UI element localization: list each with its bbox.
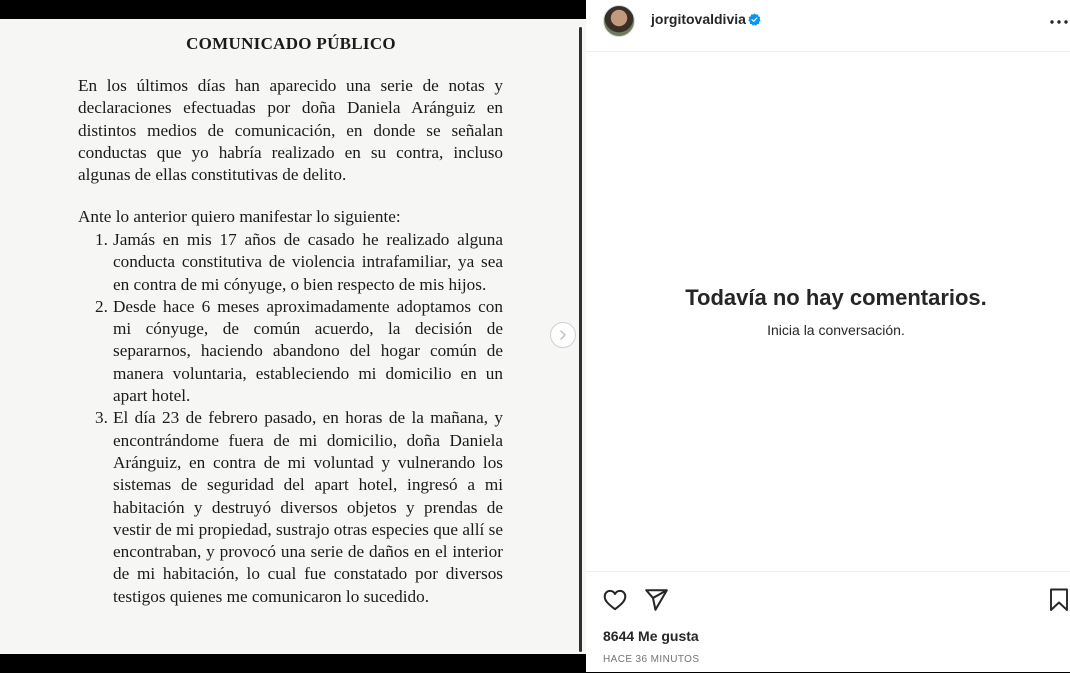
comments-panel [586,0,1070,672]
document-lead: Ante lo anterior quiero manifestar lo siguiente: [78,207,401,226]
document-list-item [95,407,503,608]
list-item-text: Jamás en mis 17 años de casado he realizado alguna conducta constitutiva de violencia intrafamiliar, ya sea en contra de mi cónyuge, o bien respecto de mis hijos. [113,230,503,294]
bookmark-icon[interactable] [1048,587,1070,613]
document-list [95,229,503,608]
list-item-number: 1. [95,230,108,249]
more-options-icon[interactable] [1048,12,1070,32]
list-item-number: 3. [95,408,108,428]
statement-document [0,19,586,654]
verified-badge-icon [748,13,761,26]
document-title: COMUNICADO PÚBLICO [186,34,396,53]
post-timestamp[interactable]: HACE 36 MINUTOS [603,654,700,665]
next-image-button[interactable] [550,322,576,348]
chevron-right-icon [557,329,569,341]
post-actions [586,571,1070,673]
no-comments-title: Todavía no hay comentarios. [685,285,987,310]
list-item-text: Desde hace 6 meses aproximadamente adoptamos con mi cónyuge, de común acuerdo, la decisión de separarnos, haciendo abandono del hogar común de manera voluntaria, estableciendo mi domicilio en un apart hotel. [113,296,503,406]
heart-icon[interactable] [602,587,628,613]
list-item-text: El día 23 de febrero pasado, en horas de la mañana, y encontrándome fuera de mi domicilio, doña Daniela Aránguiz, en contra de mi voluntad y vulnerando los sistemas de seguridad del apart hotel, ingresó a mi habitación y destruyó diversos objetos y prendas de vestir de mi propiedad, sustrajo otras especies que allí se encontraban, y provocó una serie de daños en el interior de mi habitación, lo cual fue constatado por diversos testigos quienes me comunicaron lo sucedido. [113,408,503,606]
document-intro: En los últimos días han aparecido una serie de notas y declaraciones efectuadas por doña Daniela Aránguiz en distintos medios de comunicación, en donde se señalan conductas que yo habría realizado en su contra, incluso algunas de ellas constitutivas de delito. [78,76,503,185]
document-list-item [95,229,503,296]
avatar[interactable] [603,5,635,37]
document-edge-line [579,27,582,652]
send-icon[interactable] [643,587,669,613]
post-header [586,0,1070,52]
document-list-item [95,296,503,407]
like-count[interactable]: 8644 Me gusta [603,628,699,644]
no-comments-subtitle: Inicia la conversación. [767,322,905,338]
list-item-number: 2. [95,296,108,316]
username-link[interactable]: jorgitovaldivia [651,11,746,27]
